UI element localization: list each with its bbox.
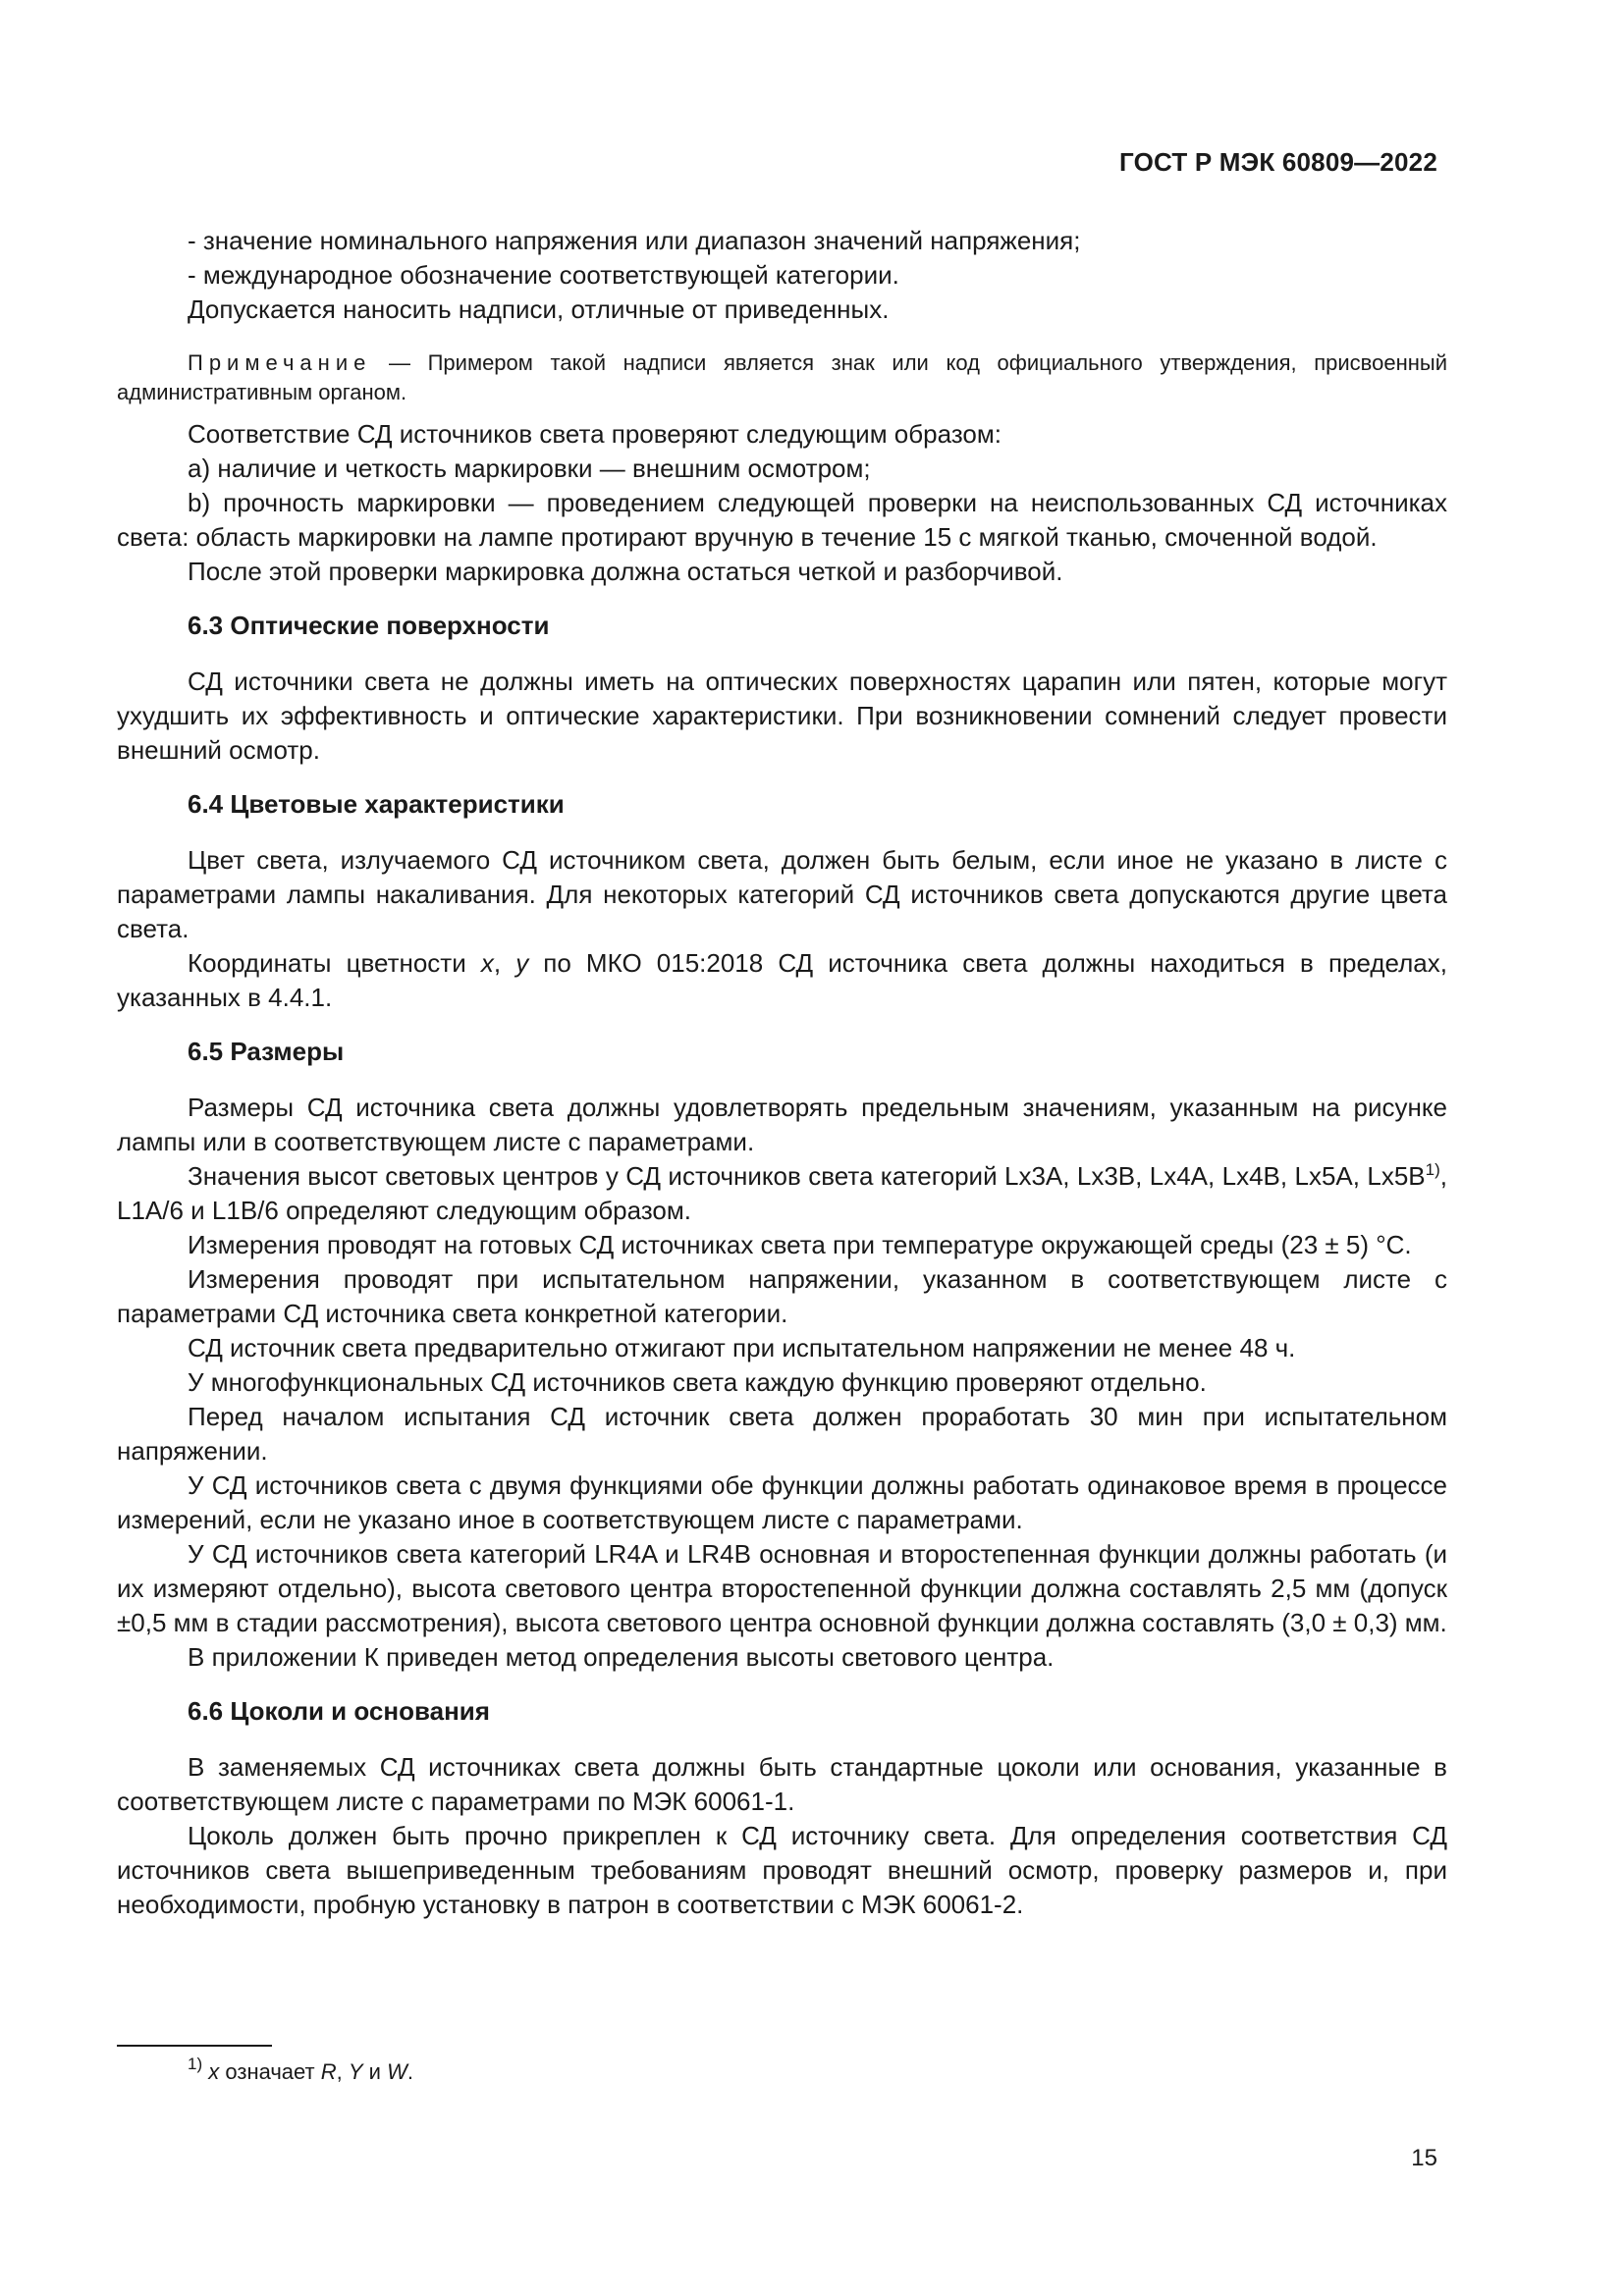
paragraph: Допускается наносить надписи, отличные от приведенных. (188, 294, 890, 324)
paragraph: - международное обозначение соответствующей категории. (188, 260, 899, 290)
document-body (117, 224, 1447, 1922)
paragraph: b) прочность маркировки — проведением следующей проверки на неиспользованных СД источниках света: область маркировки на лампе протирают вручную в течение 15 с мягкой тканью, смоченной водой. (117, 488, 1447, 552)
page-number: 15 (1411, 2145, 1437, 2171)
section-heading-6-4: 6.4 Цветовые характеристики (188, 789, 565, 819)
footnote-divider (117, 2045, 272, 2047)
footnote-reference[interactable]: 1) (1425, 1160, 1440, 1179)
paragraph: Перед началом испытания СД источник света должен проработать 30 мин при испытательном напряжении. (117, 1402, 1447, 1466)
footnote-marker: 1) (188, 2055, 203, 2073)
document-header: ГОСТ Р МЭК 60809—2022 (1118, 147, 1437, 177)
section-heading-6-6: 6.6 Цоколи и основания (188, 1696, 490, 1726)
paragraph: а) наличие и четкость маркировки — внешним осмотром; (188, 454, 871, 483)
note-text: — Примером такой надписи является знак или код официального утверждения, присвоенный административным органом. (117, 350, 1447, 404)
paragraph: Цоколь должен быть прочно прикреплен к СД источнику света. Для определения соответствия СД источников света вышеприведенным требованиям проводят внешний осмотр, проверку размеров и, при необходимости, пробную установку в патрон в соответствии с МЭК 60061-2. (117, 1821, 1447, 1919)
paragraph: - значение номинального напряжения или диапазон значений напряжения; (188, 226, 1081, 255)
coordinate-x: x (480, 948, 494, 978)
section-heading-6-3: 6.3 Оптические поверхности (188, 611, 550, 640)
coordinate-y: y (515, 948, 529, 978)
paragraph: В приложении К приведен метод определения высоты светового центра. (188, 1642, 1055, 1672)
note-label: Примечание (188, 350, 372, 375)
paragraph: СД источники света не должны иметь на оптических поверхностях царапин или пятен, которые могут ухудшить их эффективность и оптические характеристики. При возникновении сомнений следует провести внешний осмотр. (117, 667, 1447, 765)
paragraph: Координаты цветности x, y по МКО 015:2018 СД источника света должны находиться в пределах, указанных в 4.4.1. (117, 948, 1447, 1012)
paragraph: У СД источников света с двумя функциями обе функции должны работать одинаковое время в процессе измерений, если не указано иное в соответствующем листе с параметрами. (117, 1470, 1447, 1534)
paragraph: Размеры СД источника света должны удовлетворять предельным значениям, указанным на рисунке лампы или в соответствующем листе с параметрами. (117, 1093, 1447, 1156)
paragraph: В заменяемых СД источниках света должны быть стандартные цоколи или основания, указанные в соответствующем листе с параметрами по МЭК 60061-1. (117, 1752, 1447, 1816)
paragraph: Измерения проводят при испытательном напряжении, указанном в соответствующем листе с параметрами СД источника света конкретной категории. (117, 1264, 1447, 1328)
paragraph: У СД источников света категорий LR4A и LR4B основная и второстепенная функции должны работать (и их измеряют отдельно), высота светового центра второстепенной функции должна составлять 2,5 мм (допуск ±0,5 мм в стадии рассмотрения), высота светового центра основной функции должна составлять (3,0 ± 0,3) мм. (117, 1539, 1447, 1637)
paragraph: Измерения проводят на готовых СД источниках света при температуре окружающей среды (23 ± 5) °С. (188, 1230, 1412, 1259)
paragraph: Соответствие СД источников света проверяют следующим образом: (188, 419, 1001, 449)
paragraph: Цвет света, излучаемого СД источником света, должен быть белым, если иное не указано в листе с параметрами лампы накаливания. Для некоторых категорий СД источников света допускаются другие цвета света. (117, 845, 1447, 943)
note (117, 348, 1447, 407)
paragraph: СД источник света предварительно отжигают при испытательном напряжении не менее 48 ч. (188, 1333, 1296, 1362)
paragraph: Значения высот световых центров у СД источников света категорий Lx3A, Lx3B, Lx4A, Lx4B, Lx5A, $Lx5B^{1)}$, L1A/6 и L1B/6 определяют следующим образом. (117, 1160, 1447, 1225)
section-heading-6-5: 6.5 Размеры (188, 1037, 345, 1066)
footnote: $^{1)}$ x означает R, Y и W. (188, 2055, 413, 2084)
paragraph: У многофункциональных СД источников света каждую функцию проверяют отдельно. (188, 1367, 1207, 1397)
paragraph: После этой проверки маркировка должна остаться четкой и разборчивой. (188, 557, 1063, 586)
